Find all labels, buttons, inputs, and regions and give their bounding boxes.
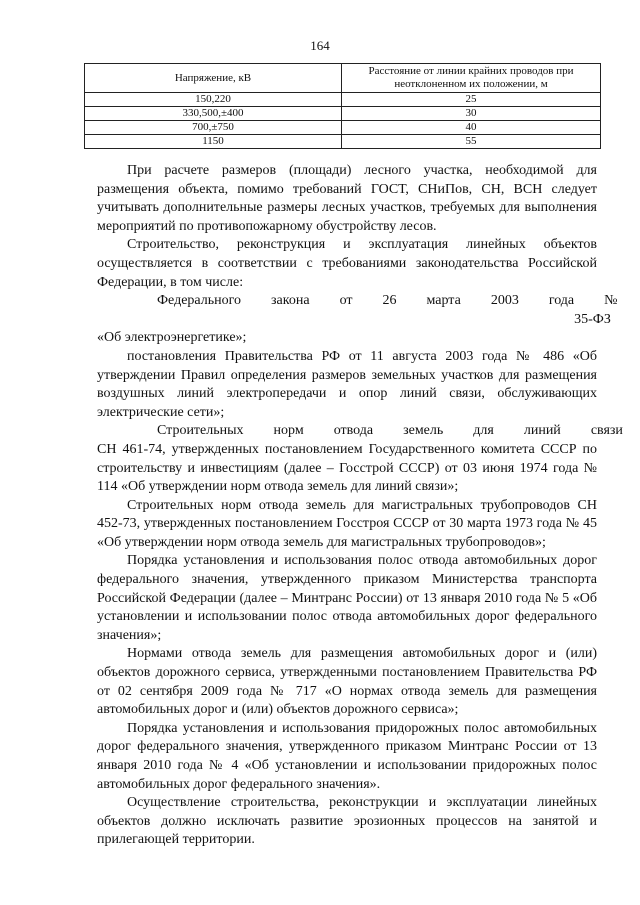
table-row	[85, 107, 601, 121]
table-row	[85, 135, 601, 149]
word: связи	[590, 423, 623, 439]
table-row	[85, 93, 601, 107]
word: 2003	[490, 293, 519, 309]
paragraph-construction-norms-line	[97, 422, 623, 441]
word: 26	[382, 293, 397, 309]
word: года	[548, 293, 575, 309]
table-row	[85, 121, 601, 135]
word: от	[339, 293, 353, 309]
word: для	[473, 423, 494, 439]
header-distance: Расстояние от линии крайних проводов при неотклоненном их положении, м	[342, 64, 601, 93]
word: линий	[523, 423, 561, 439]
word: № 35-ФЗ	[574, 293, 618, 327]
word: земель	[403, 423, 444, 439]
paragraph-federal-law-cont: «Об электроэнергетике»;	[97, 330, 247, 346]
header-voltage: Напряжение, кВ	[85, 64, 342, 93]
word: Строительных	[157, 423, 244, 439]
word: Федерального	[157, 293, 242, 309]
word: норм	[273, 423, 304, 439]
paragraph-pipelines: Строительных норм отвода земель для магистральных трубопроводов СН 452-73, утвержденных постановлением Госстроя СССР от 30 марта 1973 года № 45 «Об утверждении норм отвода земель для магистральных трубопроводов»;	[97, 497, 597, 550]
body-text	[97, 162, 623, 850]
word: закона	[271, 293, 310, 309]
paragraph-road-norms: Нормами отвода земель для размещения автомобильных дорог и (или) объектов дорожного сервиса, утвержденными постановлением Правительства РФ от 02 сентября 2009 года № 717 «О нормах отвода земель для размещения автомобильных дорог и (или) объектов дорожного сервиса»;	[97, 646, 597, 718]
paragraph-federal-law-line	[97, 292, 618, 329]
paragraph-construction-norms-cont: СН 461-74, утвержденных постановлением Государственного комитета СССР по строительству и инвестициям (далее – Госстрой СССР) от 03 июня 1974 года № 114 «Об утверждении норм отвода земель для линий связи»;	[97, 441, 597, 495]
cell-voltage: 1150	[85, 135, 342, 149]
cell-voltage: 700,±750	[85, 121, 342, 135]
paragraph-roadside-strips: Порядка установления и использования придорожных полос автомобильных дорог федерального значения, утвержденного приказом Минтранс России от 13 января 2010 года № 4 «Об установлении и использовании придорожных полос автомобильных дорог федерального значения».	[97, 720, 597, 792]
word: марта	[426, 293, 461, 309]
voltage-distance-table	[84, 63, 601, 149]
cell-voltage: 150,220	[85, 93, 342, 107]
paragraph-legislation: Строительство, реконструкция и эксплуатация линейных объектов осуществляется в соответствии с требованиями законодательства Российской Федерации, в том числе:	[97, 237, 597, 290]
paragraph-resolution-486: постановления Правительства РФ от 11 августа 2003 года № 486 «Об утверждении Правил определения размеров земельных участков для размещения воздушных линий электропередачи и опор линий связи, обслуживающих электрические сети»;	[97, 348, 597, 420]
cell-voltage: 330,500,±400	[85, 107, 342, 121]
page-number: 164	[310, 38, 330, 53]
paragraph-erosion: Осуществление строительства, реконструкции и эксплуатации линейных объектов должно исключать развитие эрозионных процессов на занятой и прилегающей территории.	[97, 795, 597, 848]
cell-distance: 30	[342, 107, 601, 121]
table-header-row	[85, 64, 601, 93]
word: отвода	[333, 423, 374, 439]
paragraph-fire-safety: При расчете размеров (площади) лесного участка, необходимой для размещения объекта, помимо требований ГОСТ, СНиПов, СН, ВСН следует учитывать дополнительные размеры лесных участков, требуемых для выполнения мероприятий по противопожарному обустройству лесов.	[97, 163, 597, 234]
cell-distance: 40	[342, 121, 601, 135]
paragraph-road-right-of-way: Порядка установления и использования полос отвода автомобильных дорог федерального значения, утвержденного приказом Министерства транспорта Российской Федерации (далее – Минтранс России) от 13 января 2010 года № 5 «Об установлении и использовании полос отвода автомобильных дорог федерального значения»;	[97, 553, 597, 643]
cell-distance: 25	[342, 93, 601, 107]
cell-distance: 55	[342, 135, 601, 149]
